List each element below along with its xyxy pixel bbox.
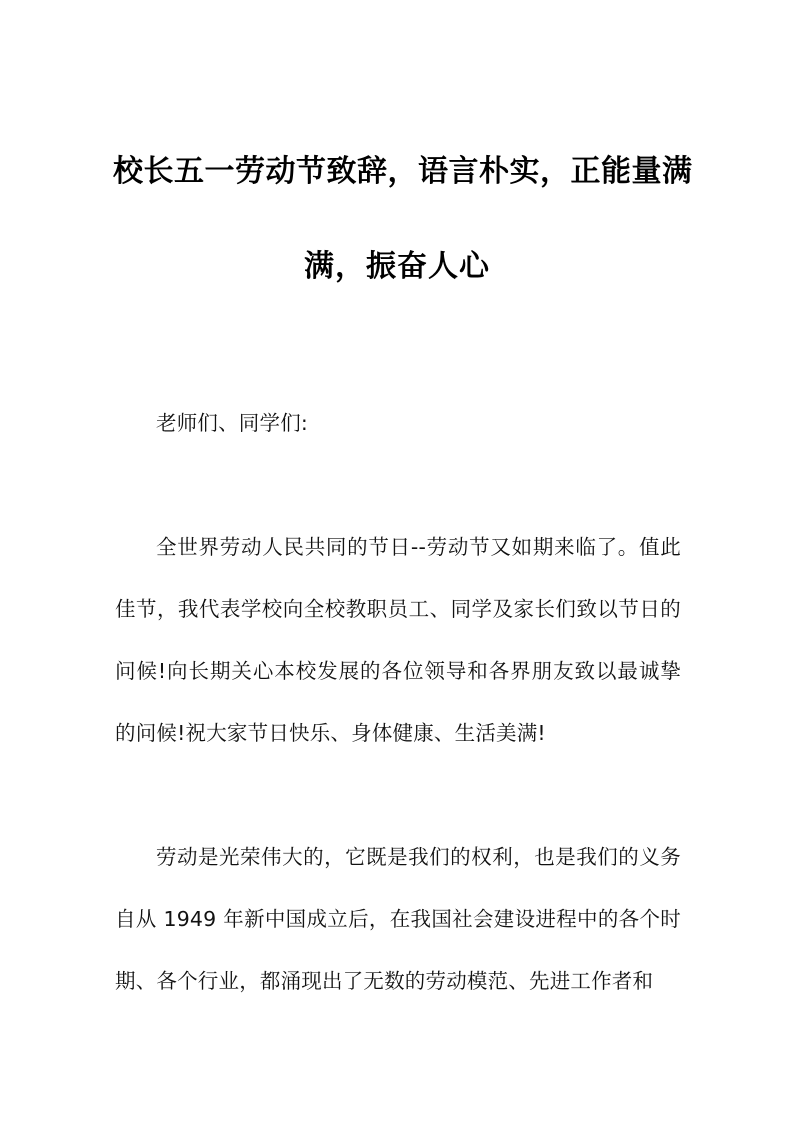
body-paragraph-2: 劳动是光荣伟大的，它既是我们的权利，也是我们的义务自从 1949 年新中国成立后，在我国社会建设进程中的各个时期、各个行业，都涌现出了无数的劳动模范、先进工作者和 [115,845,681,993]
paragraph-spacer [115,764,681,826]
page-title-line-2: 满，振奋人心 [304,249,490,284]
page-title [113,124,693,314]
salutation-paragraph: 老师们、同学们: [156,411,309,435]
body-paragraph-1: 全世界劳动人民共同的节日--劳动节又如期来临了。值此佳节，我代表学校向全校教职员工、同学及家长们致以节日的问候!向长期关心本校发展的各位领导和各界朋友致以最诚挚的问候!祝大家节日快乐、身体健康、生活美满! [115,535,681,745]
document-body [115,392,681,1012]
page-title-line-1: 校长五一劳动节致辞，语言朴实，正能量满 [113,154,693,189]
paragraph-spacer [115,454,681,516]
